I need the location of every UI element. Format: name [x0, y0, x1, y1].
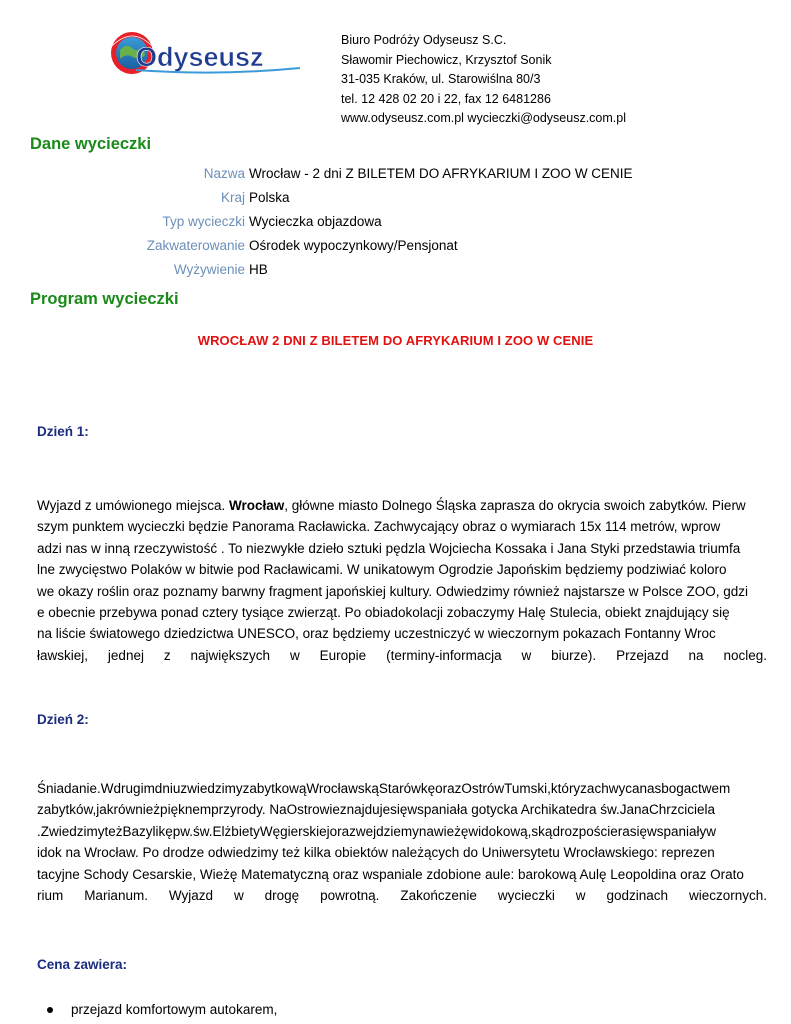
price-includes-item	[47, 1002, 277, 1017]
day-1-line: lne zwycięstwo Polaków w bitwie pod Racławicami. W unikatowym Ogrodzie Japońskim będziemy podziwiać koloro	[37, 562, 727, 578]
day-2-heading: Dzień 2:	[37, 712, 89, 727]
day-2-line: Śniadanie.WdrugimdniuzwiedzimyzabytkowąWrocławskąStarówkęorazOstrówTumski,któryzachwycanasbogactwem	[37, 781, 731, 796]
detail-label: Nazwa	[203, 166, 245, 181]
company-web-email: www.odyseusz.com.pl wycieczki@odyseusz.com.pl	[341, 111, 627, 126]
company-phone: tel. 12 428 02 20 i 22, fax 12 6481286	[341, 91, 551, 106]
day-1-line: ławskiej, jednej z największych w Europie (terminy-informacja w biurze). Przejazd na nocleg.	[37, 647, 767, 663]
bullet-icon	[47, 1007, 53, 1013]
section-heading-dane: Dane wycieczki	[30, 135, 152, 153]
price-includes-heading: Cena zawiera:	[37, 957, 128, 972]
company-info	[341, 31, 626, 129]
detail-label: Kraj	[220, 190, 245, 205]
program-title: WROCŁAW 2 DNI Z BILETEM DO AFRYKARIUM I ZOO W CENIE	[197, 333, 594, 348]
day-1-line: szym punktem wycieczki będzie Panorama Racławicka. Zachwycający obraz o wymiarach 15x 114 metrów, wprow	[37, 519, 721, 535]
day-2-line: idok na Wrocław. Po drodze odwiedzimy też kilka obiektów należących do Uniwersytetu Wrocławskiego: reprezen	[37, 845, 715, 861]
detail-value: Wrocław - 2 dni Z BILETEM DO AFRYKARIUM I ZOO W CENIE	[249, 166, 633, 181]
day-2-line: rium Marianum. Wyjazd w drogę powrotną. Zakończenie wycieczki w godzinach wieczornych.	[37, 888, 767, 904]
day-2-line: .ZwiedzimyteżBazylikępw.św.ElżbietyWęgierskiejorazwejdziemynawieżęwidokową,skądrozpościerasięwspaniaływ	[37, 823, 717, 839]
odyseusz-logo	[106, 26, 302, 78]
detail-row-wyzywienie	[0, 260, 633, 284]
day-1-line: Wyjazd z umówionego miejsca. Wrocław, główne miasto Dolnego Śląska zaprasza do okrycia swoich zabytków. Pierw	[37, 498, 746, 513]
day-1-heading: Dzień 1:	[37, 424, 89, 439]
detail-value: Polska	[249, 190, 290, 205]
detail-row-nazwa	[0, 164, 633, 188]
company-name: Biuro Podróży Odyseusz S.C.	[341, 33, 507, 47]
detail-row-kraj	[0, 188, 633, 212]
day-2-line: tacyjne Schody Cesarskie, Wieżę Matematyczną oraz wspaniale zdobione aule: barokową Aulę Leopoldina oraz Orato	[37, 866, 744, 882]
trip-details	[0, 164, 633, 284]
day-1-line: na liście światowego dziedzictwa UNESCO, oraz będziemy uczestniczyć w wieczornym pokazach Fontanny Wroc	[37, 626, 716, 642]
day-1-description	[37, 495, 767, 666]
section-heading-program: Program wycieczki	[30, 290, 179, 308]
price-includes-text: przejazd komfortowym autokarem,	[71, 1002, 278, 1017]
company-address: 31-035 Kraków, ul. Starowiślna 80/3	[341, 72, 541, 87]
svg-text:Odyseusz: Odyseusz	[136, 42, 264, 72]
day-2-description	[37, 778, 767, 906]
day-1-line: adzi nas w inną rzeczywistość . To niezwykłe dzieło sztuki pędzla Wojciecha Kossaka i Jana Styki przedstawia triumfa	[37, 540, 741, 556]
day-1-line: we okazy roślin oraz poznamy barwny fragment japońskiej kultury. Odwiedzimy również najstarsze w Polsce ZOO, gdzi	[37, 583, 749, 599]
detail-label: Zakwaterowanie	[146, 238, 245, 253]
detail-row-zakwaterowanie	[0, 236, 633, 260]
company-owners: Sławomir Piechowicz, Krzysztof Sonik	[341, 52, 552, 67]
detail-value: Ośrodek wypoczynkowy/Pensjonat	[249, 238, 458, 253]
detail-value: Wycieczka objazdowa	[249, 214, 382, 229]
day-2-line: zabytków,jakrównieżpięknemprzyrody. NaOstrowieznajdujesięwspaniała gotycka Archikatedra św.JanaChrzciciela	[37, 802, 716, 818]
detail-row-typ	[0, 212, 633, 236]
detail-label: Typ wycieczki	[162, 214, 245, 229]
day-1-line: e obecnie przebywa ponad cztery tysiące zwierząt. Po obiadokolacji zobaczymy Halę Stulecia, obiekt znajdujący się	[37, 605, 730, 621]
detail-value: HB	[249, 262, 268, 277]
detail-label: Wyżywienie	[173, 262, 245, 277]
